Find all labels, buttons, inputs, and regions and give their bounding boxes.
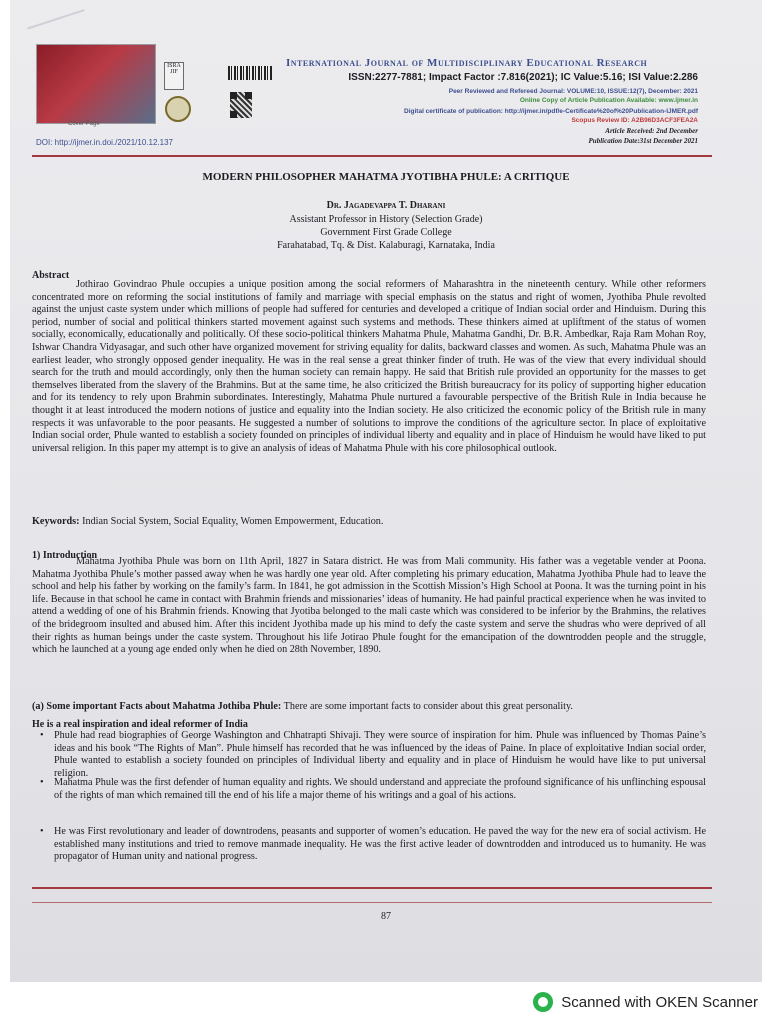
abstract-text: Jothirao Govindrao Phule occupies a unique position among the social reformers of Maharashtra in the nineteenth century. While other reformers concentrated more on reforming the social institutions of family and marriage with special emphasis on the status and right of women, Jyothiba Phule revolted against the unjust caste system under which millions of people had suffered for centuries and developed a critique of Indian social order and Hinduism. During this period, number of social and political thinkers started movement against such systems and methods. These thinkers aimed at upliftment of the status of women socially, economically, educationally and politically. Of these socio-political thinkers Mahatma Phule, Mahatma Gandhi, Dr. B.R. Ambedkar, Raja Ram Mohan Roy, Ishwar Chandra Vidyasagar, and such other have organized movement for striving equality for dalits, backward classes and women. As such, Mahatma Phule was an earliest leader, who strongly opposed gender inequality. He was in the real sense a great thinker finder of truth. He was of the view that every individual should search for the truth and mould accordingly, only then the human society can remain happy. He said that British rule provided an opportunity for the masses to get themselves liberated from the slavery of the Brahmins. But at the same time, he also criticized the British bureaucracy for its policy of supporting higher education and for its tendency to rely upon Brahmin subordinates. Interestingly, Mahatma Phule nurtured a favourable perspective of the British Rule in India because he thought it at least introduced the modern notions of justice and equality into the Indian society. He also criticized the economic policy of the British rule in many respects it was unfavorable to the poor peasants. He suggested a number of solutions to improve the conditions of the agriculture sector. In place of exploitative Indian social order, Phule wanted to establish a society founded on principles of individual liberty and equality and in place of Hinduism he would have liked to put universal religion. In this paper my attempt is to give an analysis of ideas of Mahatma Phule with his core philosophical outlook. xyxy=(32,279,706,454)
abstract-heading: Abstract xyxy=(32,270,70,281)
page-scuff-mark xyxy=(27,9,89,43)
qr-code-icon xyxy=(230,92,252,118)
list-item: • Phule had read biographies of George Washington and Chhatrapti Shivaji. They were source of inspiration for him. Phule was influenced by Thomas Paine’s ideas and his book “The Rights of Man”. Phule himself has recorded that he was influenced by the ideas of Paine. In place of exploitative Indian social order, Phule wanted to establish a society founded on principles of Individual liberty and equality and in place of Hinduism he would have like to put universal religion. xyxy=(54,730,706,780)
journal-name: International Journal of Multidisciplinary Educational Research xyxy=(286,57,648,69)
digital-certificate-line: Digital certificate of publication: http://ijmer.in/pdf/e-Certificate%20of%20Publication-IJMER.pdf xyxy=(404,108,698,115)
article-title: MODERN PHILOSOPHER MAHATMA JYOTIBHA PHULE: A CRITIQUE xyxy=(202,171,570,183)
keywords-label: Keywords: xyxy=(32,516,80,527)
scanner-watermark xyxy=(533,990,758,1014)
introduction-heading: 1) Introduction xyxy=(32,550,98,561)
journal-emblem-icon xyxy=(165,96,191,122)
page-number: 87 xyxy=(381,911,391,922)
journal-cover-image xyxy=(36,44,156,124)
scanner-text: Scanned with OKEN Scanner xyxy=(561,993,758,1011)
scanned-page xyxy=(10,0,762,982)
author-position: Assistant Professor in History (Selection Grade) xyxy=(289,214,483,225)
footer-divider-thin xyxy=(32,902,712,903)
peer-review-line: Peer Reviewed and Refereed Journal: VOLUME:10, ISSUE:12(7), December: 2021 xyxy=(448,88,698,95)
keywords-line xyxy=(32,516,706,529)
author-address: Farahatabad, Tq. & Dist. Kalaburagi, Karnataka, India xyxy=(277,240,495,251)
oken-scanner-icon xyxy=(533,992,553,1012)
facts-heading-line xyxy=(32,701,706,714)
author-name: Dr. Jagadevappa T. Dharani xyxy=(326,200,446,211)
footer-divider xyxy=(32,887,712,889)
doi-link: DOI: http://ijmer.in.doi./2021/10.12.137 xyxy=(36,138,173,147)
scopus-id-line: Scopus Review ID: A2B96D3ACF3FEA2A xyxy=(571,117,698,124)
online-copy-line: Online Copy of Article Publication Available: www.ijmer.in xyxy=(519,97,698,104)
facts-subheading: He is a real inspiration and ideal reformer of India xyxy=(32,719,248,730)
list-item: • He was First revolutionary and leader of downtrodens, peasants and supporter of women’s education. He paved the way for the new era of social activism. He established many institutions and tried to remove manmade inequality. He was the first active leader of downtrodden and introduced us to humanity. He was propagator of Human unity and national progress. xyxy=(54,826,706,864)
isra-jif-logo: ISRA JIF xyxy=(164,62,184,90)
introduction-text: Mahatma Jyothiba Phule was born on 11th April, 1827 in Satara district. He was from Mali community. His father was a vegetable vender at Poona. Mahatma Jyothiba Phule’s mother passed away when he was hardly one year old. After completing his primary education, Mahatma Jyothiba Phule had to leave the school and help his father by working on the family’s farm. In 1841, he got admission in the Scottish Mission’s High School at Poona. It was the turning point in his life. Because in that school he came in contact with Brahmin friends and missionaries’ ideas of humanity. He had painful practical experience when he was invited to attend a wedding of one of his Brahmin friends. Knowing that Jyotiba belonged to the mali caste which was considered to be inferior by the Brahmins, the relatives of the bridegroom insulted and abused him. After this incident Jyothiba made up his mind to defy the caste system and serve the shudras who were deprived of all their rights as human beings under the caste system. Throughout his life Jotirao Phule fought for the emancipation of the downtrodden people and the struggle, which he launched at a young age ended only when he died on 28th November, 1890. xyxy=(32,556,706,656)
received-date: Article Received: 2nd December xyxy=(605,127,698,135)
keywords-text: Indian Social System, Social Equality, Women Empowerment, Education. xyxy=(79,516,384,527)
facts-heading-rest: There are some important facts to consider about this great personality. xyxy=(281,701,573,712)
header-divider xyxy=(32,155,712,157)
cover-page-label: Cover Page xyxy=(68,121,100,127)
author-institution: Government First Grade College xyxy=(320,227,452,238)
facts-heading: (a) Some important Facts about Mahatma Jothiba Phule: xyxy=(32,701,282,712)
issn-line: ISSN:2277-7881; Impact Factor :7.816(2021); IC Value:5.16; ISI Value:2.286 xyxy=(348,72,698,83)
list-item: • Mahatma Phule was the first defender of human equality and rights. We should understand and appreciate the profound significance of his unflinching espousal of the rights of man which remained till the end of his life a major theme of his writings and a goal of his actions. xyxy=(54,777,706,802)
publication-date: Publication Date:31st December 2021 xyxy=(588,137,698,145)
barcode-icon xyxy=(228,66,272,80)
